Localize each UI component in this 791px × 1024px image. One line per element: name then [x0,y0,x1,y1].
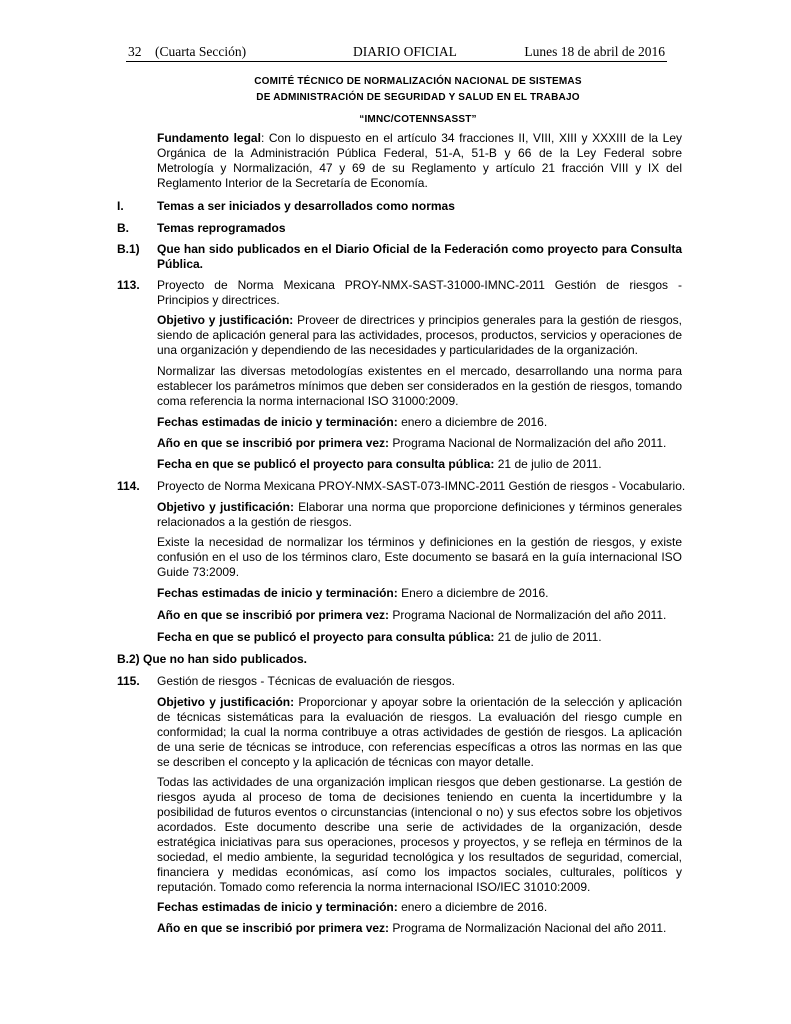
objetivo-text: Proveer de directrices y principios generales para la gestión de riesgos, siendo de aplicación general para las actividades, procesos, productos, servicios y operaciones de una organización y dependiendo de las necesidades y particularidades de la organización. [157,313,683,357]
section-b-title: Temas reprogramados [157,221,286,235]
fechas-text: enero a diciembre de 2016. [397,900,548,914]
item-114-objetivo [157,500,682,530]
section-b1-title: Que han sido publicados en el Diario Oficial de la Federación como proyecto para Consulta Pública. [157,242,682,271]
objetivo-label: Objetivo y justificación: [157,500,294,514]
publico-label: Fecha en que se publicó el proyecto para consulta pública: [157,457,495,471]
objetivo-text: Proporcionar y apoyar sobre la orientación de la selección y aplicación de técnicas sistemáticas para la evaluación de riesgos. La evaluación del riesgo cumple en conformidad; la cual la norma contribuye a otras actividades de gestión de riesgos. La aplicación de una serie de técnicas se introduce, con referencias específicas a otros las normas en las que se describen el concepto y la aplicación de técnicas con mayor detalle. [157,695,683,769]
committee-title-line2: DE ADMINISTRACIÓN DE SEGURIDAD Y SALUD EN EL TRABAJO [256,92,580,103]
anio-text: Programa de Normalización Nacional del año 2011. [389,921,667,935]
item-115-title: Gestión de riesgos - Técnicas de evaluación de riesgos. [157,674,455,688]
fechas-text: enero a diciembre de 2016. [397,415,548,429]
item-114-fechas [157,586,549,601]
newspaper-name: DIARIO OFICIAL [353,44,457,59]
item-115-paragraph: Todas las actividades de una organización implican riesgos que deben gestionarse. La gestión de riesgos ayuda al proceso de toma de decisiones teniendo en cuenta la incertidumbre y la posibilidad de futuros eventos o circunstancias (intencional o no) y sus efectos sobre los objetivos acordados. Este documento describe una serie de actividades de la organización, desde estratégica iniciativas para sus operaciones, procesos y proyectos, y se refleja en términos de la sociedad, el medio ambiente, la seguridad tecnológica y los resultados de seguridad, comercial, financiera y medidas económicas, así como los impactos sociales, culturales, políticos y reputación. Tomado como referencia la norma internacional ISO/IEC 31010:2009. [157,775,682,894]
section-i-number: I. [117,199,124,213]
header-divider [126,61,667,62]
item-115-fechas [157,900,547,915]
item-113-number: 113. [117,278,140,292]
objetivo-label: Objetivo y justificación: [157,313,294,327]
publico-text: 21 de julio de 2011. [494,457,602,471]
item-113-publico [157,457,602,472]
fundamento-paragraph [157,131,682,191]
fechas-label: Fechas estimadas de inicio y terminación: [157,900,398,914]
item-114-number: 114. [117,479,140,493]
section-label: (Cuarta Sección) [155,44,247,59]
committee-title-line1: COMITÉ TÉCNICO DE NORMALIZACIÓN NACIONAL DE SISTEMAS [254,76,582,87]
fechas-label: Fechas estimadas de inicio y terminación: [157,586,398,600]
item-113-objetivo [157,313,682,358]
item-114-anio [157,608,666,623]
item-113-anio [157,436,666,451]
fechas-label: Fechas estimadas de inicio y terminación: [157,415,398,429]
fundamento-label: Fundamento legal [157,131,261,145]
item-114-paragraph: Existe la necesidad de normalizar los términos y definiciones en la gestión de riesgos, y existe confusión en el uso de los términos claro, Este documento se basará en la guía internacional ISO Guide 73:2009. [157,535,682,579]
anio-text: Programa Nacional de Normalización del año 2011. [389,436,667,450]
item-115-number: 115. [117,674,140,688]
publication-date: Lunes 18 de abril de 2016 [524,44,665,59]
item-114-publico [157,630,602,645]
committee-acronym: “IMNC/COTENNSASST” [359,114,477,125]
item-113-paragraph: Normalizar las diversas metodologías existentes en el mercado, desarrollando una norma para establecer los parámetros mínimos que deben ser considerados en la gestión de riesgos, tomando coma referencia la norma internacional ISO 31000:2009. [157,364,682,408]
section-b1-number: B.1) [117,242,140,256]
section-i-title: Temas a ser iniciados y desarrollados como normas [157,199,455,213]
page-header [128,44,665,62]
objetivo-text: Elaborar una norma que proporcione definiciones y términos generales relacionados a la gestión de riesgos. [157,500,683,529]
anio-label: Año en que se inscribió por primera vez: [157,608,390,622]
section-b-number: B. [117,221,129,235]
fechas-text: Enero a diciembre de 2016. [397,586,549,600]
objetivo-label: Objetivo y justificación: [157,695,295,709]
anio-label: Año en que se inscribió por primera vez: [157,436,390,450]
item-113-fechas [157,415,547,430]
anio-label: Año en que se inscribió por primera vez: [157,921,390,935]
publico-label: Fecha en que se publicó el proyecto para consulta pública: [157,630,495,644]
item-115-objetivo [157,695,682,770]
publico-text: 21 de julio de 2011. [494,630,602,644]
section-b2-title: B.2) Que no han sido publicados. [117,652,308,666]
page-number: 32 [128,44,142,59]
item-113-title: Proyecto de Norma Mexicana PROY-NMX-SAST-31000-IMNC-2011 Gestión de riesgos - Principios y directrices. [157,278,682,307]
fundamento-text: : Con lo dispuesto en el artículo 34 fracciones II, VIII, XIII y XXXIII de la Ley Orgánica de la Administración Pública Federal, 51-A, 51-B y 66 de la Ley Federal sobre Metrología y Normalización, 47 y 69 de su Reglamento y artículo 21 fracción VIII y IX del Reglamento Interior de la Secretaría de Economía. [157,131,682,190]
item-114-title: Proyecto de Norma Mexicana PROY-NMX-SAST-073-IMNC-2011 Gestión de riesgos - Vocabulario. [157,479,686,493]
anio-text: Programa Nacional de Normalización del año 2011. [389,608,667,622]
item-115-anio [157,921,666,936]
